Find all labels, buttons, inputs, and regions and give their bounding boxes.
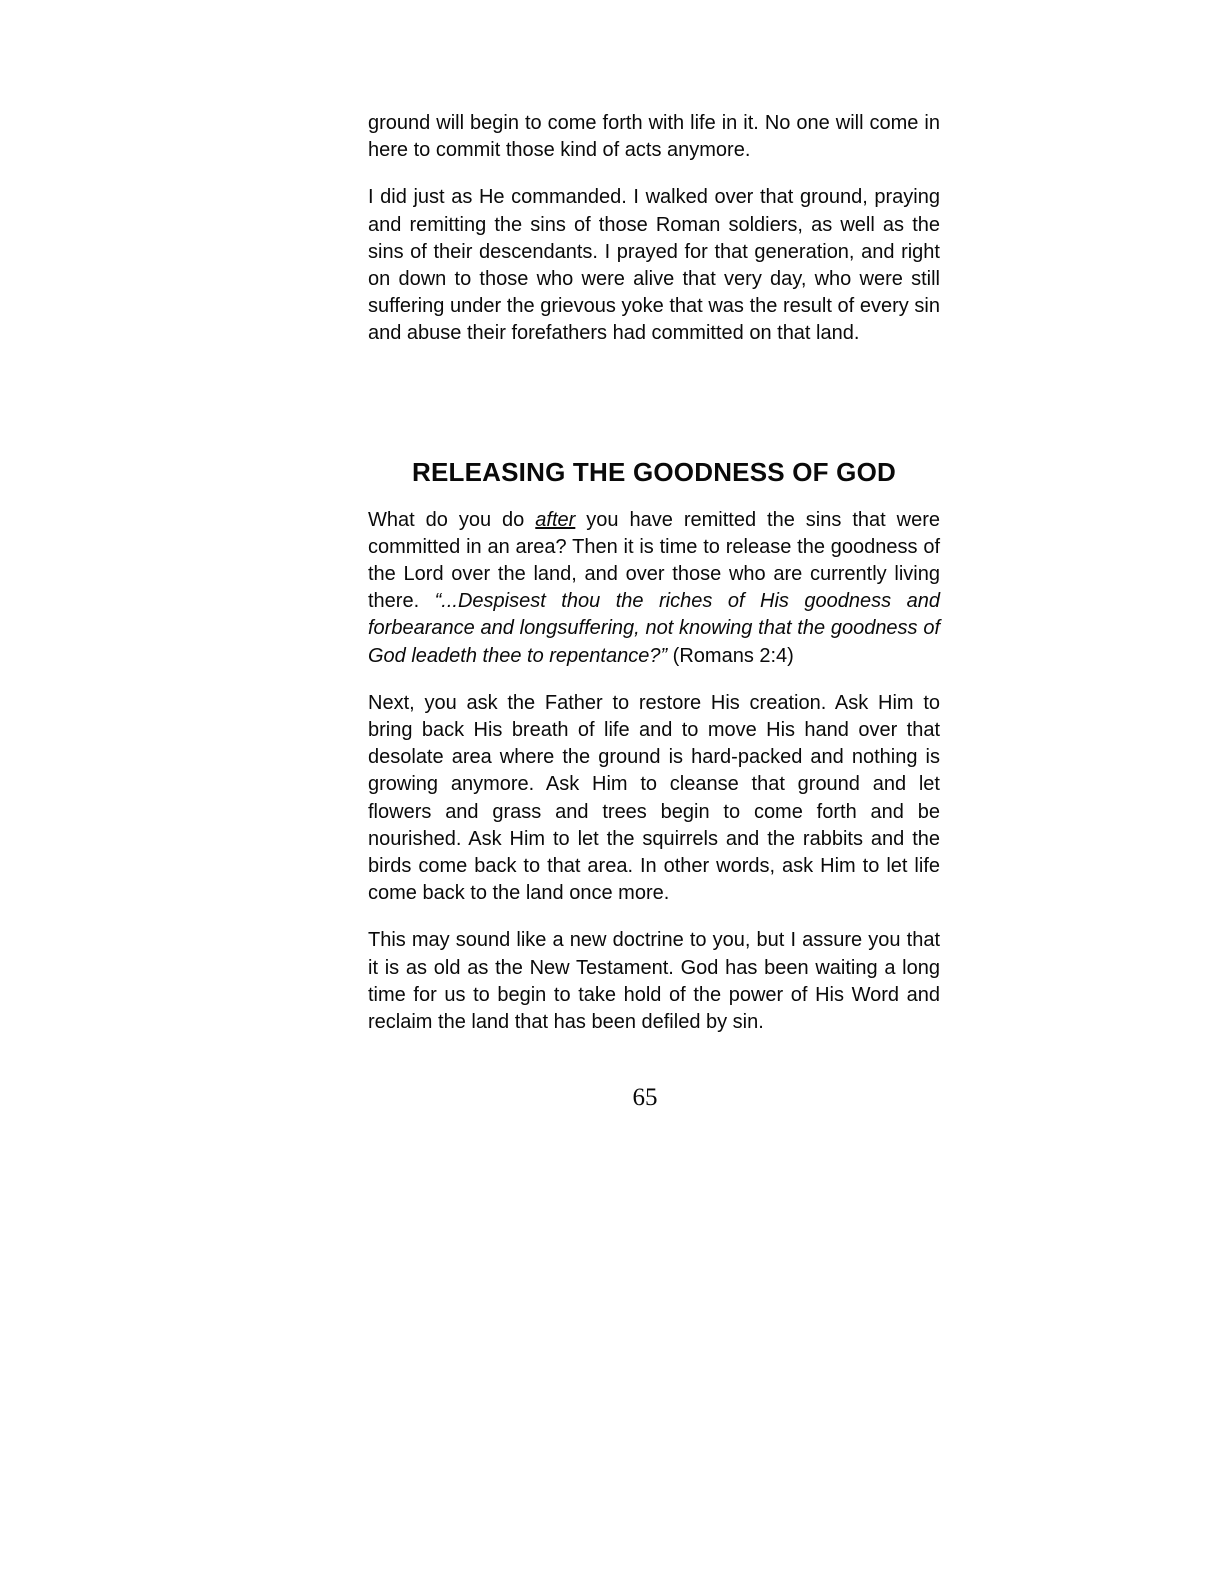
- paragraph-text-mid: you have remitted the sins that were committed in an area? Then it is time to release the goodness of the Lord over the land, and over those who are currently living there.: [368, 508, 940, 613]
- page-number: 65: [632, 1084, 658, 1112]
- section-heading: RELEASING THE GOODNESS OF GOD: [412, 456, 896, 487]
- scripture-citation: (Romans 2:4): [667, 644, 794, 667]
- body-paragraph-2: I did just as He commanded. I walked over that ground, praying and remitting the sins of those Roman soldiers, as well as the sins of their descendants. I prayed for that generation, and right on down to those who were alive that very day, who were still suffering under the grievous yoke that was the result of every sin and abuse their forefathers had committed on that land.: [368, 186, 940, 345]
- body-paragraph-3: [368, 507, 940, 670]
- body-paragraph-5: This may sound like a new doctrine to you, but I assure you that it is as old as the New Testament. God has been waiting a long time for us to begin to take hold of the power of His Word and reclaim the land that has been defiled by sin.: [368, 929, 940, 1034]
- scripture-quote: “...Despisest thou the riches of His goodness and forbearance and longsuffering, not knowing that the goodness of God leadeth thee to repentance?”: [368, 590, 940, 667]
- body-paragraph-1: ground will begin to come forth with life in it. No one will come in here to commit those kind of acts anymore.: [368, 112, 940, 162]
- emphasized-word: after: [535, 508, 576, 531]
- paragraph-text-lead: What do you do: [368, 508, 536, 531]
- page-text-column: [368, 110, 940, 1112]
- body-paragraph-4: Next, you ask the Father to restore His creation. Ask Him to bring back His breath of life and to move His hand over that desolate area where the ground is hard-packed and nothing is growing anymore. Ask Him to cleanse that ground and let flowers and grass and trees begin to come forth and be nourished. Ask Him to let the squirrels and the rabbits and the birds come back to that area. In other words, ask Him to let life come back to the land once more.: [368, 691, 940, 905]
